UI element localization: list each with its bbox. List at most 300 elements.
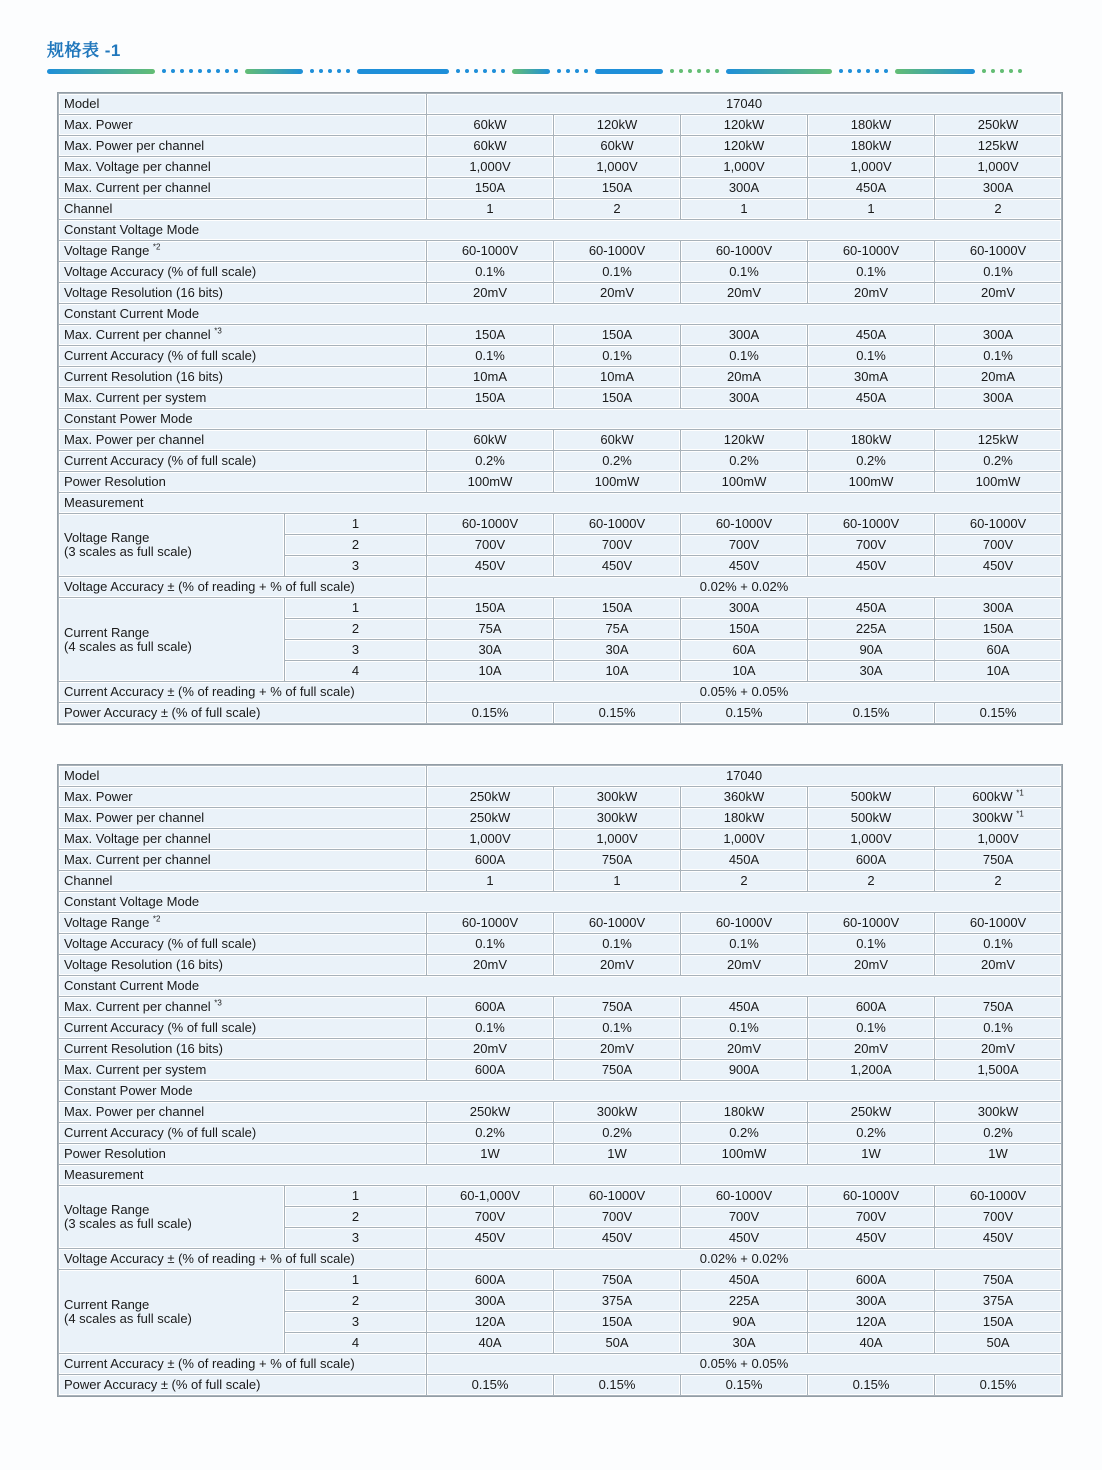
cell-value: 0.1% [427, 934, 553, 954]
divider-dot [575, 69, 579, 73]
cell-value: 450V [808, 1228, 934, 1248]
table-row [59, 346, 1061, 366]
table-row [59, 703, 1061, 723]
cell-value: 2 [935, 199, 1061, 219]
divider-dot [456, 69, 460, 73]
table-row [59, 388, 1061, 408]
cell-value: 60-1000V [808, 913, 934, 933]
cell-value: 0.15% [427, 703, 553, 723]
cell-value: 250kW [427, 808, 553, 828]
divider-dot [465, 69, 469, 73]
model-label: Model [59, 94, 426, 114]
cell-value: 450V [808, 556, 934, 576]
row-label: Power Accuracy ± (% of full scale) [59, 1375, 426, 1395]
cell-value: 0.1% [808, 262, 934, 282]
cell-value: 0.15% [681, 703, 807, 723]
scale-index: 4 [285, 1333, 426, 1353]
cell-value: 450V [681, 556, 807, 576]
cell-value: 20mV [681, 283, 807, 303]
cell-value: 30A [427, 640, 553, 660]
cell-value: 0.2% [427, 451, 553, 471]
cell-value: 0.1% [681, 346, 807, 366]
cell-value: 450A [681, 850, 807, 870]
divider-line [726, 69, 832, 74]
cell-value: 0.1% [554, 934, 680, 954]
cell-value: 0.1% [935, 262, 1061, 282]
cell-value: 50A [554, 1333, 680, 1353]
row-label: Current Accuracy ± (% of reading + % of full scale) [59, 682, 426, 702]
divider-dot [337, 69, 341, 73]
cell-value: 100mW [808, 472, 934, 492]
cell-value: 150A [554, 598, 680, 618]
cell-value: 1 [554, 871, 680, 891]
divider-dot [884, 69, 888, 73]
divider-dots [557, 69, 588, 73]
divider-dots [456, 69, 505, 73]
scale-index: 4 [285, 661, 426, 681]
cell-value: 120kW [681, 115, 807, 135]
cell-value: 150A [554, 178, 680, 198]
cell-value: 150A [427, 388, 553, 408]
table-row [59, 1123, 1061, 1143]
scale-index: 2 [285, 619, 426, 639]
cell-value: 100mW [681, 1144, 807, 1164]
cell-value: 20mV [554, 1039, 680, 1059]
cell-value: 120A [427, 1312, 553, 1332]
cell-value: 60-1000V [935, 1186, 1061, 1206]
cell-value: 10A [681, 661, 807, 681]
cell-value: 700V [427, 1207, 553, 1227]
table-row [59, 955, 1061, 975]
cell-value: 450V [427, 556, 553, 576]
model-value: 17040 [427, 94, 1061, 114]
divider-dot [207, 69, 211, 73]
cell-value: 300A [935, 325, 1061, 345]
cell-value: 0.1% [427, 1018, 553, 1038]
scale-index: 3 [285, 1228, 426, 1248]
section-header: Measurement [59, 493, 1061, 513]
section-row [59, 493, 1061, 513]
divider-line [595, 69, 663, 74]
cell-value: 60-1000V [427, 514, 553, 534]
row-label: Current Accuracy (% of full scale) [59, 1018, 426, 1038]
cell-value: 125kW [935, 136, 1061, 156]
cell-value: 0.15% [554, 703, 680, 723]
cell-value: 1,000V [554, 829, 680, 849]
divider-dot [688, 69, 692, 73]
table-row [59, 850, 1061, 870]
divider-dot [670, 69, 674, 73]
cell-value: 450V [427, 1228, 553, 1248]
cell-value: 90A [681, 1312, 807, 1332]
cell-value: 600A [427, 1060, 553, 1080]
scale-index: 3 [285, 1312, 426, 1332]
cell-value: 50A [935, 1333, 1061, 1353]
cell-value: 60-1000V [681, 241, 807, 261]
divider-dot [328, 69, 332, 73]
cell-value: 0.1% [808, 1018, 934, 1038]
divider-dot [875, 69, 879, 73]
cell-value: 900A [681, 1060, 807, 1080]
group-row [59, 514, 1061, 534]
cell-value: 60-1,000V [427, 1186, 553, 1206]
cell-value: 1 [427, 199, 553, 219]
row-label: Max. Voltage per channel [59, 829, 426, 849]
cell-value: 700V [808, 535, 934, 555]
cell-value: 20mV [554, 283, 680, 303]
scale-index: 2 [285, 535, 426, 555]
cell-value: 1,000V [554, 157, 680, 177]
section-row [59, 220, 1061, 240]
section-header: Constant Voltage Mode [59, 220, 1061, 240]
cell-value: 0.15% [427, 1375, 553, 1395]
merged-row [59, 577, 1061, 597]
table-row [59, 283, 1061, 303]
cell-value: 1,000V [935, 829, 1061, 849]
table-row [59, 1018, 1061, 1038]
divider-dot [982, 69, 986, 73]
section-header: Constant Power Mode [59, 409, 1061, 429]
cell-value: 300A [681, 598, 807, 618]
cell-value: 360kW [681, 787, 807, 807]
cell-value: 2 [681, 871, 807, 891]
cell-value: 0.1% [554, 262, 680, 282]
cell-value: 1,000V [681, 157, 807, 177]
cell-value: 100mW [427, 472, 553, 492]
row-label: Max. Power per channel [59, 808, 426, 828]
cell-value: 2 [935, 871, 1061, 891]
row-label: Max. Current per system [59, 388, 426, 408]
cell-value: 600kW $^{*1}$ [935, 787, 1061, 807]
section-header: Constant Current Mode [59, 304, 1061, 324]
divider-dots [982, 69, 1022, 73]
cell-value: 60kW [554, 136, 680, 156]
cell-value-merged: 0.05% + 0.05% [427, 682, 1061, 702]
scale-index: 1 [285, 514, 426, 534]
divider-dots [310, 69, 350, 73]
cell-value: 20mA [935, 367, 1061, 387]
model-header-row [59, 766, 1061, 786]
cell-value: 300kW [554, 787, 680, 807]
cell-value: 300A [935, 598, 1061, 618]
cell-value: 60A [681, 640, 807, 660]
cell-value: 300kW [554, 1102, 680, 1122]
table-row [59, 178, 1061, 198]
section-header: Constant Current Mode [59, 976, 1061, 996]
table-row [59, 199, 1061, 219]
cell-value: 1,000V [808, 829, 934, 849]
section-row [59, 892, 1061, 912]
row-label: Current Resolution (16 bits) [59, 1039, 426, 1059]
divider-dot [492, 69, 496, 73]
cell-value: 300A [935, 388, 1061, 408]
table-row [59, 871, 1061, 891]
table-row [59, 913, 1061, 933]
merged-row [59, 1249, 1061, 1269]
cell-value: 60-1000V [935, 913, 1061, 933]
row-label: Power Resolution [59, 472, 426, 492]
cell-value: 700V [681, 1207, 807, 1227]
cell-value: 300A [681, 388, 807, 408]
divider-dots [670, 69, 719, 73]
cell-value: 150A [554, 1312, 680, 1332]
divider-line [895, 69, 975, 74]
model-value: 17040 [427, 766, 1061, 786]
section-header: Measurement [59, 1165, 1061, 1185]
divider-dot [866, 69, 870, 73]
section-header: Constant Power Mode [59, 1081, 1061, 1101]
cell-value: 20mV [427, 283, 553, 303]
cell-value: 750A [554, 1270, 680, 1290]
cell-value: 0.15% [554, 1375, 680, 1395]
cell-value: 300kW $^{*1}$ [935, 808, 1061, 828]
cell-value: 60kW [554, 430, 680, 450]
cell-value: 0.1% [554, 346, 680, 366]
cell-value: 500kW [808, 808, 934, 828]
cell-value: 0.1% [427, 262, 553, 282]
row-label: Max. Power per channel [59, 1102, 426, 1122]
divider-dot [706, 69, 710, 73]
cell-value: 120kW [554, 115, 680, 135]
cell-value: 450A [808, 598, 934, 618]
cell-value: 450A [808, 388, 934, 408]
cell-value: 700V [554, 1207, 680, 1227]
cell-value-merged: 0.02% + 0.02% [427, 577, 1061, 597]
row-label: Voltage Accuracy ± (% of reading + % of full scale) [59, 577, 426, 597]
cell-value: 700V [427, 535, 553, 555]
divider-dot [216, 69, 220, 73]
divider-dot [310, 69, 314, 73]
group-row [59, 1270, 1061, 1290]
cell-value: 2 [808, 871, 934, 891]
cell-value: 20mV [808, 283, 934, 303]
cell-value: 250kW [935, 115, 1061, 135]
scale-index: 2 [285, 1291, 426, 1311]
cell-value: 75A [427, 619, 553, 639]
cell-value: 60-1000V [554, 913, 680, 933]
cell-value: 750A [935, 1270, 1061, 1290]
divider-dot [566, 69, 570, 73]
table-row [59, 262, 1061, 282]
cell-value: 180kW [681, 1102, 807, 1122]
group-label: Current Range (4 scales as full scale) [59, 1270, 284, 1353]
cell-value: 0.2% [808, 1123, 934, 1143]
cell-value: 250kW [808, 1102, 934, 1122]
cell-value: 1 [427, 871, 553, 891]
section-row [59, 1165, 1061, 1185]
cell-value: 750A [935, 997, 1061, 1017]
cell-value: 300kW [554, 808, 680, 828]
cell-value: 180kW [681, 808, 807, 828]
divider-dot [1009, 69, 1013, 73]
row-label: Voltage Range $^{*2}$ [59, 241, 426, 261]
cell-value: 1 [681, 199, 807, 219]
row-label: Current Accuracy ± (% of reading + % of full scale) [59, 1354, 426, 1374]
page-title: 规格表 -1 [47, 41, 121, 60]
merged-row [59, 682, 1061, 702]
divider-dot [234, 69, 238, 73]
row-label: Max. Power [59, 115, 426, 135]
cell-value: 20mV [935, 283, 1061, 303]
cell-value: 0.15% [935, 1375, 1061, 1395]
cell-value: 300A [681, 325, 807, 345]
cell-value: 60A [935, 640, 1061, 660]
cell-value: 20mV [935, 1039, 1061, 1059]
cell-value: 60kW [427, 430, 553, 450]
scale-index: 3 [285, 556, 426, 576]
cell-value: 20mV [808, 1039, 934, 1059]
cell-value: 300kW [935, 1102, 1061, 1122]
cell-value: 60-1000V [935, 514, 1061, 534]
cell-value: 60-1000V [681, 1186, 807, 1206]
scale-index: 1 [285, 1186, 426, 1206]
row-label: Power Resolution [59, 1144, 426, 1164]
divider-dot [1000, 69, 1004, 73]
cell-value: 150A [554, 388, 680, 408]
row-label: Voltage Resolution (16 bits) [59, 955, 426, 975]
scale-index: 1 [285, 1270, 426, 1290]
row-label: Max. Current per channel $^{*3}$ [59, 325, 426, 345]
cell-value: 450V [935, 1228, 1061, 1248]
cell-value: 0.1% [681, 1018, 807, 1038]
divider-dot [991, 69, 995, 73]
row-label: Max. Current per system [59, 1060, 426, 1080]
divider-dot [1018, 69, 1022, 73]
cell-value: 0.2% [427, 1123, 553, 1143]
cell-value: 300A [935, 178, 1061, 198]
row-label: Max. Power [59, 787, 426, 807]
row-label: Voltage Accuracy (% of full scale) [59, 262, 426, 282]
scale-index: 2 [285, 1207, 426, 1227]
section-row [59, 304, 1061, 324]
table-row [59, 157, 1061, 177]
divider-dot [848, 69, 852, 73]
cell-value: 60-1000V [554, 1186, 680, 1206]
row-label: Max. Current per channel [59, 850, 426, 870]
section-row [59, 976, 1061, 996]
cell-value: 2 [554, 199, 680, 219]
model-label: Model [59, 766, 426, 786]
divider-dot [839, 69, 843, 73]
divider-dot [180, 69, 184, 73]
divider-line [47, 69, 155, 74]
divider-dot [346, 69, 350, 73]
cell-value: 10A [935, 661, 1061, 681]
cell-value: 30A [681, 1333, 807, 1353]
spec-table-1-container [57, 92, 1059, 725]
divider-dot [697, 69, 701, 73]
divider-dot [319, 69, 323, 73]
cell-value: 60kW [427, 115, 553, 135]
divider-dot [189, 69, 193, 73]
cell-value: 750A [935, 850, 1061, 870]
group-label: Voltage Range (3 scales as full scale) [59, 1186, 284, 1248]
cell-value: 120kW [681, 136, 807, 156]
divider-dot [501, 69, 505, 73]
cell-value: 1,000V [935, 157, 1061, 177]
divider-line [245, 69, 303, 74]
cell-value: 600A [808, 850, 934, 870]
cell-value: 60-1000V [554, 241, 680, 261]
cell-value: 450A [808, 325, 934, 345]
cell-value: 0.2% [554, 451, 680, 471]
divider-dots [839, 69, 888, 73]
row-label: Current Accuracy (% of full scale) [59, 1123, 426, 1143]
cell-value: 100mW [554, 472, 680, 492]
cell-value: 450A [681, 997, 807, 1017]
cell-value: 10mA [427, 367, 553, 387]
row-label: Max. Power per channel [59, 136, 426, 156]
divider-dot [715, 69, 719, 73]
cell-value: 20mV [681, 955, 807, 975]
merged-row [59, 1354, 1061, 1374]
cell-value: 450V [681, 1228, 807, 1248]
cell-value: 60-1000V [935, 241, 1061, 261]
cell-value: 0.1% [554, 1018, 680, 1038]
row-label: Voltage Resolution (16 bits) [59, 283, 426, 303]
group-row [59, 1186, 1061, 1206]
cell-value: 60-1000V [808, 241, 934, 261]
cell-value: 600A [427, 1270, 553, 1290]
cell-value: 700V [935, 1207, 1061, 1227]
cell-value: 0.2% [681, 1123, 807, 1143]
cell-value: 40A [427, 1333, 553, 1353]
cell-value: 60-1000V [808, 1186, 934, 1206]
divider-dot [584, 69, 588, 73]
cell-value: 30mA [808, 367, 934, 387]
cell-value: 20mV [427, 1039, 553, 1059]
cell-value: 0.1% [935, 934, 1061, 954]
model-header-row [59, 94, 1061, 114]
cell-value: 600A [427, 850, 553, 870]
cell-value: 60-1000V [427, 241, 553, 261]
divider-dot [679, 69, 683, 73]
cell-value: 1W [427, 1144, 553, 1164]
cell-value: 150A [427, 325, 553, 345]
cell-value: 700V [935, 535, 1061, 555]
cell-value: 250kW [427, 787, 553, 807]
cell-value: 600A [808, 1270, 934, 1290]
cell-value: 150A [554, 325, 680, 345]
cell-value: 1,000V [427, 829, 553, 849]
row-label: Voltage Range $^{*2}$ [59, 913, 426, 933]
divider-dot [225, 69, 229, 73]
cell-value: 75A [554, 619, 680, 639]
cell-value: 375A [935, 1291, 1061, 1311]
table-row [59, 997, 1061, 1017]
cell-value: 60kW [427, 136, 553, 156]
table-row [59, 136, 1061, 156]
cell-value: 450V [554, 556, 680, 576]
decorative-divider [47, 68, 1057, 74]
divider-dot [171, 69, 175, 73]
row-label: Current Accuracy (% of full scale) [59, 451, 426, 471]
cell-value: 450V [554, 1228, 680, 1248]
group-label: Voltage Range (3 scales as full scale) [59, 514, 284, 576]
cell-value: 120kW [681, 430, 807, 450]
row-label: Power Accuracy ± (% of full scale) [59, 703, 426, 723]
table-row [59, 472, 1061, 492]
table-row [59, 367, 1061, 387]
row-label: Max. Voltage per channel [59, 157, 426, 177]
cell-value: 10mA [554, 367, 680, 387]
row-label: Voltage Accuracy (% of full scale) [59, 934, 426, 954]
cell-value: 600A [808, 997, 934, 1017]
cell-value: 700V [681, 535, 807, 555]
cell-value: 0.1% [808, 346, 934, 366]
row-label: Max. Current per channel [59, 178, 426, 198]
row-label: Max. Power per channel [59, 430, 426, 450]
